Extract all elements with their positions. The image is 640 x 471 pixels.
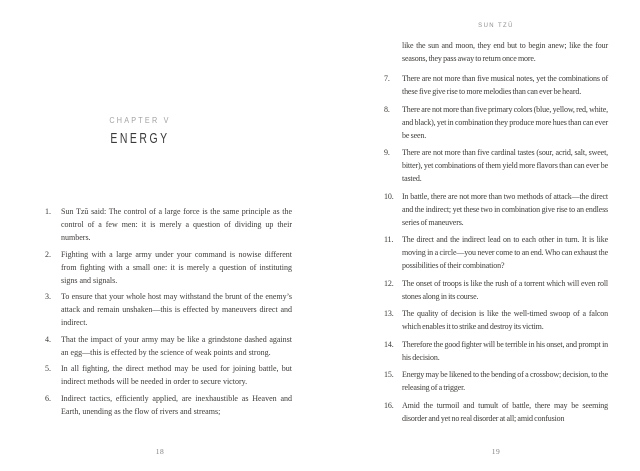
- verse-item: [45, 333, 292, 359]
- verse-number: 16.: [384, 400, 394, 410]
- verse-number: 2.: [45, 249, 51, 259]
- verse-number: 13.: [384, 309, 394, 318]
- chapter-label: CHAPTER V: [109, 115, 171, 125]
- verse-item: [45, 248, 292, 287]
- verse-number: 8.: [384, 104, 390, 114]
- verse-number: 9.: [384, 148, 390, 157]
- verse-number: 3.: [45, 292, 51, 301]
- verse-text: Sun Tzŭ said: The control of a large force is the same principle as the control of a few men: it is merely a question of dividing up their numbers.: [61, 207, 292, 242]
- verse-item: [384, 338, 608, 364]
- verse-flow-right: [384, 39, 608, 429]
- verse-item: [384, 103, 608, 142]
- verse-item: [384, 190, 608, 229]
- verse-text: There are not more than five primary colors (blue, yellow, red, white, and black), yet in combination they produce more hues than can ever be seen.: [402, 104, 608, 140]
- verse-item: [384, 72, 608, 98]
- verse-number: 12.: [384, 278, 394, 288]
- verse-text: Amid the turmoil and tumult of battle, there may be seeming disorder and yet no real disorder at all; amid confusion: [402, 400, 608, 423]
- verse-number: 15.: [384, 370, 394, 379]
- verse-text: Energy may be likened to the bending of a crossbow; decision, to the releasing of a trigger.: [402, 370, 608, 392]
- verse-list-left: [45, 205, 292, 421]
- verse-number: 4.: [45, 334, 51, 344]
- verse-item: [45, 205, 292, 244]
- verse-text: Indirect tactics, efficiently applied, are inexhaustible as Heaven and Earth, unending as the flow of rivers and streams;: [61, 393, 292, 416]
- verse-item: [384, 307, 608, 333]
- verse-text: The onset of troops is like the rush of a torrent which will even roll stones along in its course.: [402, 278, 608, 301]
- verse-list-right: [384, 72, 608, 425]
- verse-text: There are not more than five musical notes, yet the combinations of these five give rise to more melodies than can ever be heard.: [402, 74, 608, 96]
- verse-item: [45, 362, 292, 388]
- verse-item: [384, 277, 608, 303]
- page-number-left: 18: [155, 447, 165, 456]
- verse-number: 7.: [384, 74, 390, 83]
- verse-number: 1.: [45, 207, 51, 216]
- verse-text: The direct and the indirect lead on to each other in turn. It is like moving in a circle—you never come to an end. Who can exhaust the possibilities of their combination?: [402, 235, 608, 270]
- verse-number: 5.: [45, 364, 51, 373]
- verse-text: In all fighting, the direct method may be used for joining battle, but indirect methods will be needed in order to secure victory.: [61, 364, 292, 386]
- verse-text: Therefore the good fighter will be terrible in his onset, and prompt in his decision.: [402, 339, 608, 362]
- verse-number: 10.: [384, 191, 394, 201]
- page-number-right: 19: [491, 447, 501, 456]
- verse-item: [45, 290, 292, 329]
- verse-text: To ensure that your whole host may withstand the brunt of the enemy’s attack and remain unshaken—this is effected by maneuvers direct and indirect.: [61, 292, 292, 327]
- verse-item: [384, 399, 608, 425]
- verse-item: [384, 146, 608, 185]
- verse-number: 6.: [45, 393, 51, 403]
- verse-text: The quality of decision is like the well-timed swoop of a falcon which enables it to strike and destroy its victim.: [402, 309, 608, 331]
- verse-item: [384, 368, 608, 394]
- verse-text: There are not more than five cardinal tastes (sour, acrid, salt, sweet, bitter), yet combinations of them yield more flavors than can ever be tasted.: [402, 148, 608, 183]
- chapter-title: ENERGY: [110, 131, 170, 147]
- verse-item: [45, 392, 292, 418]
- page-right: [320, 0, 640, 471]
- verse-text: In battle, there are not more than two methods of attack—the direct and the indirect; yet these two in combination give rise to an endless series of maneuvers.: [402, 191, 608, 227]
- verse-number: 14.: [384, 339, 394, 349]
- verse-item: [384, 233, 608, 272]
- verse-text: Fighting with a large army under your command is nowise different from fighting with a small one: it is merely a question of instituting signs and signals.: [61, 249, 292, 285]
- verse-number: 11.: [384, 235, 394, 244]
- continuation-paragraph: like the sun and moon, they end but to begin anew; like the four seasons, they pass away to return once more.: [402, 41, 608, 63]
- running-head: SUN TZŬ: [478, 22, 514, 29]
- verse-text: That the impact of your army may be like a grindstone dashed against an egg—this is effected by the science of weak points and strong.: [61, 334, 292, 357]
